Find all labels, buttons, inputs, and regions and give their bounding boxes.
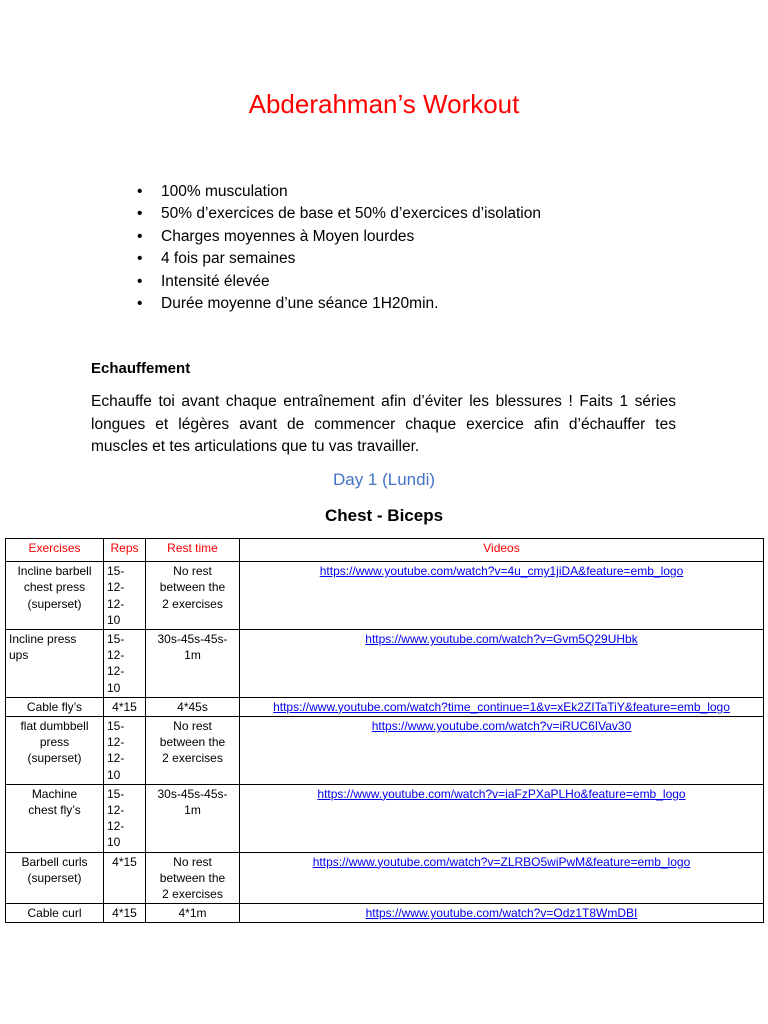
column-header-rest-time: Rest time bbox=[146, 539, 240, 562]
rest-time-line: 2 exercises bbox=[162, 751, 223, 766]
reps-cell bbox=[104, 630, 146, 698]
exercise-name-line: chest fly’s bbox=[28, 803, 81, 818]
reps-line: 12- bbox=[107, 751, 125, 766]
reps-line: 10 bbox=[107, 767, 121, 782]
features-list bbox=[133, 181, 541, 315]
reps-line: 12- bbox=[107, 664, 125, 679]
rest-time-cell bbox=[146, 697, 240, 716]
exercise-name-line: (superset) bbox=[27, 751, 82, 766]
exercise-name-line: (superset) bbox=[27, 596, 82, 611]
video-link[interactable]: https://www.youtube.com/watch?v=4u_cmy1jiDA&feature=emb_logo bbox=[319, 564, 684, 579]
bullet-icon: • bbox=[137, 272, 143, 290]
rest-time-line: 30s-45s-45s- bbox=[157, 632, 228, 647]
rest-time-cell bbox=[146, 784, 240, 852]
reps-line: 10 bbox=[107, 612, 121, 627]
reps-cell bbox=[104, 904, 146, 923]
video-cell bbox=[240, 904, 764, 923]
list-item-text: 50% d’exercices de base et 50% d’exercices d’isolation bbox=[161, 205, 541, 223]
video-cell bbox=[240, 852, 764, 904]
reps-line: 4*15 bbox=[112, 699, 137, 714]
reps-line: 15- bbox=[107, 786, 125, 801]
video-link[interactable]: https://www.youtube.com/watch?v=iRUC6IVav30 bbox=[371, 719, 632, 734]
reps-cell bbox=[104, 717, 146, 785]
exercise-name-line: Barbell curls bbox=[21, 854, 88, 869]
rest-time-cell bbox=[146, 904, 240, 923]
exercise-name-line: Cable fly’s bbox=[26, 699, 83, 714]
muscle-group-heading: Chest - Biceps bbox=[324, 506, 444, 525]
reps-cell bbox=[104, 562, 146, 630]
exercise-cell bbox=[6, 630, 104, 698]
day-heading: Day 1 (Lundi) bbox=[332, 470, 436, 489]
exercise-name-line: Cable curl bbox=[27, 906, 82, 921]
list-item bbox=[133, 203, 541, 225]
reps-line: 15- bbox=[107, 719, 125, 734]
reps-line: 12- bbox=[107, 803, 125, 818]
table-row bbox=[6, 904, 764, 923]
reps-cell bbox=[104, 852, 146, 904]
rest-time-line: 1m bbox=[184, 648, 201, 663]
reps-cell bbox=[104, 697, 146, 716]
video-cell bbox=[240, 562, 764, 630]
table-header-row bbox=[6, 539, 764, 562]
reps-cell bbox=[104, 784, 146, 852]
list-item bbox=[133, 271, 541, 293]
rest-time-line: 4*45s bbox=[177, 699, 208, 714]
exercise-cell bbox=[6, 717, 104, 785]
table-row bbox=[6, 852, 764, 904]
reps-line: 12- bbox=[107, 735, 125, 750]
rest-time-line: No rest bbox=[173, 564, 212, 579]
exercise-name-line: (superset) bbox=[27, 870, 82, 885]
reps-line: 12- bbox=[107, 580, 125, 595]
reps-line: 15- bbox=[107, 632, 125, 647]
exercise-name-line: ups bbox=[9, 648, 29, 663]
list-item bbox=[133, 226, 541, 248]
list-item-text: Intensité élevée bbox=[161, 272, 270, 290]
bullet-icon: • bbox=[137, 295, 143, 313]
video-cell bbox=[240, 630, 764, 698]
rest-time-line: between the bbox=[159, 580, 226, 595]
bullet-icon: • bbox=[137, 205, 143, 223]
video-cell bbox=[240, 784, 764, 852]
exercise-cell bbox=[6, 904, 104, 923]
video-link[interactable]: https://www.youtube.com/watch?v=Odz1T8WmDBI bbox=[365, 906, 638, 921]
video-link[interactable]: https://www.youtube.com/watch?time_continue=1&v=xEk2ZITaTiY&feature=emb_logo bbox=[273, 699, 730, 714]
rest-time-line: No rest bbox=[173, 719, 212, 734]
exercise-name-line: flat dumbbell bbox=[20, 719, 89, 734]
reps-line: 15- bbox=[107, 564, 125, 579]
video-cell bbox=[240, 697, 764, 716]
table-row bbox=[6, 697, 764, 716]
reps-line: 12- bbox=[107, 819, 125, 834]
workout-table bbox=[5, 538, 764, 923]
exercise-name-line: chest press bbox=[23, 580, 86, 595]
exercise-cell bbox=[6, 852, 104, 904]
list-item-text: 4 fois par semaines bbox=[161, 250, 296, 268]
list-item-text: Durée moyenne d’une séance 1H20min. bbox=[161, 295, 439, 313]
document-title: Abderahman’s Workout bbox=[248, 89, 520, 119]
column-header-exercises: Exercises bbox=[6, 539, 104, 562]
rest-time-line: between the bbox=[159, 870, 226, 885]
bullet-icon: • bbox=[137, 250, 143, 268]
reps-line: 12- bbox=[107, 648, 125, 663]
exercise-name-line: Incline barbell bbox=[17, 564, 92, 579]
rest-time-line: No rest bbox=[173, 854, 212, 869]
rest-time-cell bbox=[146, 630, 240, 698]
rest-time-line: 30s-45s-45s- bbox=[157, 786, 228, 801]
column-header-videos: Videos bbox=[240, 539, 764, 562]
reps-line: 4*15 bbox=[112, 906, 137, 921]
bullet-icon: • bbox=[137, 227, 143, 245]
warmup-paragraph: Echauffe toi avant chaque entraînement afin d’éviter les blessures ! Faits 1 séries longues et légères avant de commencer chaque exercice afin d’échauffer tes muscles et tes articulations que tu vas travailler. bbox=[91, 393, 676, 455]
list-item bbox=[133, 181, 541, 203]
rest-time-cell bbox=[146, 562, 240, 630]
table-row bbox=[6, 717, 764, 785]
rest-time-cell bbox=[146, 717, 240, 785]
table-row bbox=[6, 562, 764, 630]
rest-time-cell bbox=[146, 852, 240, 904]
video-link[interactable]: https://www.youtube.com/watch?v=ZLRBO5wiPwM&feature=emb_logo bbox=[312, 854, 691, 869]
video-link[interactable]: https://www.youtube.com/watch?v=iaFzPXaPLHo&feature=emb_logo bbox=[317, 786, 686, 801]
exercise-cell bbox=[6, 697, 104, 716]
exercise-name-line: press bbox=[39, 735, 70, 750]
video-cell bbox=[240, 717, 764, 785]
exercise-cell bbox=[6, 784, 104, 852]
reps-line: 4*15 bbox=[112, 854, 137, 869]
exercise-name-line: Incline press bbox=[9, 632, 77, 647]
list-item bbox=[133, 293, 541, 315]
video-link[interactable]: https://www.youtube.com/watch?v=Gvm5Q29UHbk bbox=[365, 632, 638, 647]
rest-time-line: 2 exercises bbox=[162, 887, 223, 902]
rest-time-line: between the bbox=[159, 735, 226, 750]
rest-time-line: 4*1m bbox=[178, 906, 207, 921]
reps-line: 12- bbox=[107, 596, 125, 611]
exercise-cell bbox=[6, 562, 104, 630]
list-item bbox=[133, 248, 541, 270]
bullet-icon: • bbox=[137, 183, 143, 200]
exercise-name-line: Machine bbox=[31, 786, 78, 801]
table-row bbox=[6, 630, 764, 698]
warmup-heading: Echauffement bbox=[91, 360, 191, 377]
rest-time-line: 2 exercises bbox=[162, 596, 223, 611]
list-item-text: 100% musculation bbox=[161, 183, 288, 200]
reps-line: 10 bbox=[107, 835, 121, 850]
table-row bbox=[6, 784, 764, 852]
list-item-text: Charges moyennes à Moyen lourdes bbox=[161, 227, 415, 245]
column-header-reps: Reps bbox=[104, 539, 146, 562]
reps-line: 10 bbox=[107, 680, 121, 695]
rest-time-line: 1m bbox=[184, 803, 201, 818]
